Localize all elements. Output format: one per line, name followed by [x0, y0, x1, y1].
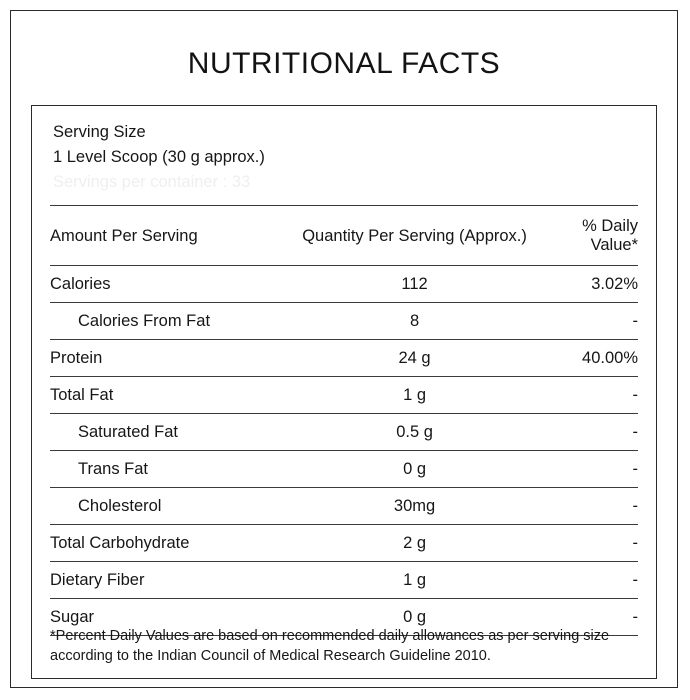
table-row [50, 303, 638, 340]
nutrient-name: Saturated Fat [50, 414, 297, 451]
footnote: *Percent Daily Values are based on recommended daily allowances as per serving size according to the Indian Council of Medical Research Guideline 2010. [50, 628, 610, 664]
table-row [50, 340, 638, 377]
nutrient-quantity: 0 g [297, 599, 532, 636]
nutrient-name: Protein [50, 340, 297, 377]
nutrient-quantity: 1 g [297, 562, 532, 599]
table-row [50, 266, 638, 303]
nutrition-facts-panel [10, 10, 678, 688]
serving-size-label: Serving Size [53, 123, 146, 141]
table-row [50, 488, 638, 525]
nutrient-name: Sugar [50, 599, 297, 636]
nutrient-name: Calories [50, 266, 297, 303]
header-quantity-per-serving: Quantity Per Serving (Approx.) [297, 206, 532, 266]
nutrient-quantity: 24 g [297, 340, 532, 377]
table-row [50, 525, 638, 562]
nutrient-name: Total Carbohydrate [50, 525, 297, 562]
nutrient-quantity: 0 g [297, 451, 532, 488]
nutrient-daily-value: 40.00% [532, 340, 638, 377]
nutrient-name: Total Fat [50, 377, 297, 414]
nutrient-daily-value: - [532, 562, 638, 599]
header-daily-value: % Daily Value* [532, 206, 638, 266]
table-row [50, 377, 638, 414]
serving-size-block [50, 120, 638, 195]
table-body [50, 266, 638, 636]
nutrient-quantity: 1 g [297, 377, 532, 414]
nutrient-name: Cholesterol [50, 488, 297, 525]
page-title: NUTRITIONAL FACTS [187, 47, 501, 80]
nutrient-daily-value: - [532, 525, 638, 562]
nutrient-daily-value: - [532, 377, 638, 414]
servings-per-container: Servings per container : 33 [53, 173, 251, 191]
nutrient-quantity: 30mg [297, 488, 532, 525]
nutrition-table [50, 205, 638, 636]
table-row [50, 451, 638, 488]
nutrient-daily-value: - [532, 451, 638, 488]
nutrient-name: Trans Fat [50, 451, 297, 488]
table-header-row [50, 206, 638, 266]
serving-size-value: 1 Level Scoop (30 g approx.) [53, 148, 265, 166]
nutrient-daily-value: - [532, 414, 638, 451]
nutrient-name: Dietary Fiber [50, 562, 297, 599]
nutrient-quantity: 2 g [297, 525, 532, 562]
nutrient-daily-value: 3.02% [532, 266, 638, 303]
table-row [50, 562, 638, 599]
nutrient-daily-value: - [532, 303, 638, 340]
table-header [50, 206, 638, 266]
table-row [50, 414, 638, 451]
nutrient-daily-value: - [532, 599, 638, 636]
nutrient-quantity: 8 [297, 303, 532, 340]
nutrition-table-container [31, 105, 657, 679]
nutrient-quantity: 112 [297, 266, 532, 303]
nutrient-daily-value: - [532, 488, 638, 525]
nutrient-quantity: 0.5 g [297, 414, 532, 451]
header-amount-per-serving: Amount Per Serving [50, 206, 297, 266]
nutrient-name: Calories From Fat [50, 303, 297, 340]
